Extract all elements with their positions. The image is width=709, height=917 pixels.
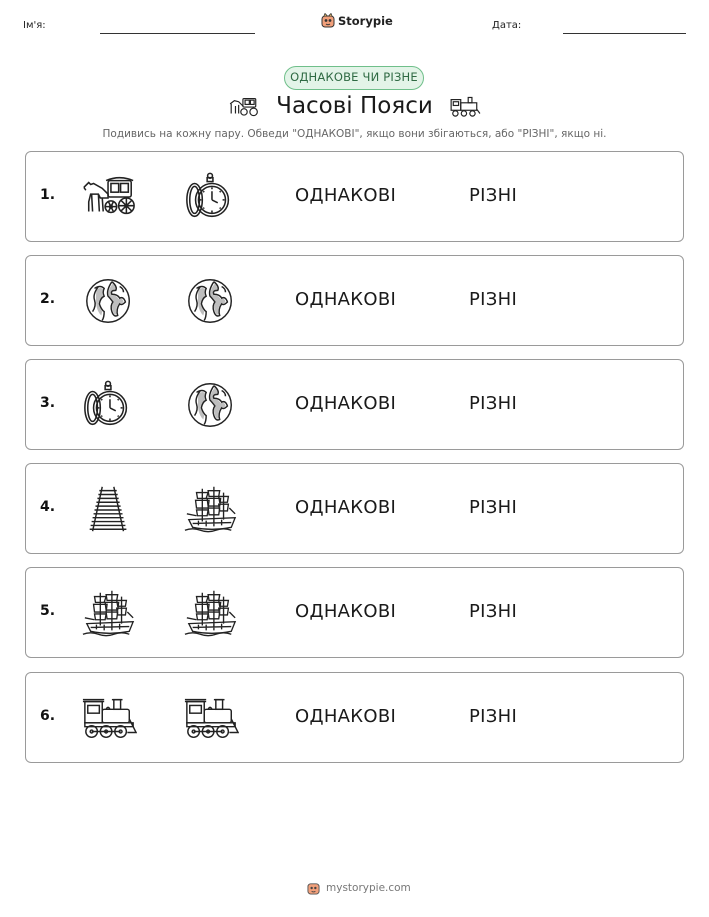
question-row bbox=[25, 463, 684, 554]
date-label: Дата: bbox=[492, 20, 522, 31]
question-row bbox=[25, 151, 684, 242]
globe-icon bbox=[183, 380, 239, 430]
carriage-icon bbox=[228, 94, 260, 118]
globe-icon bbox=[183, 276, 239, 326]
option-different[interactable]: РІЗНІ bbox=[469, 497, 518, 518]
date-line[interactable] bbox=[563, 33, 686, 34]
pocket-watch-icon bbox=[183, 172, 239, 222]
question-number: 3. bbox=[40, 395, 56, 411]
option-same[interactable]: ОДНАКОВІ bbox=[295, 497, 397, 518]
instruction-text: Подивись на кожну пару. Обведи "ОДНАКОВІ", якщо вони збігаються, або "РІЗНІ", якщо ні. bbox=[102, 128, 607, 140]
option-different[interactable]: РІЗНІ bbox=[469, 393, 518, 414]
storypie-logo-icon bbox=[321, 13, 335, 28]
sailing-ship-icon bbox=[81, 588, 137, 638]
train-icon bbox=[81, 693, 137, 743]
railroad-track-icon bbox=[81, 484, 137, 534]
pocket-watch-icon bbox=[183, 172, 239, 222]
globe-icon bbox=[183, 276, 239, 326]
question-number: 2. bbox=[40, 291, 56, 307]
option-different[interactable]: РІЗНІ bbox=[469, 601, 518, 622]
option-same[interactable]: ОДНАКОВІ bbox=[295, 289, 397, 310]
train-icon bbox=[183, 693, 239, 743]
carriage-icon bbox=[228, 94, 260, 118]
globe-icon bbox=[81, 276, 137, 326]
footer-url[interactable]: mystorypie.com bbox=[326, 882, 411, 894]
question-number: 5. bbox=[40, 603, 56, 619]
question-number: 4. bbox=[40, 499, 56, 515]
option-different[interactable]: РІЗНІ bbox=[469, 185, 518, 206]
sailing-ship-icon bbox=[183, 484, 239, 534]
footer bbox=[307, 881, 411, 895]
question-row bbox=[25, 567, 684, 658]
option-same[interactable]: ОДНАКОВІ bbox=[295, 393, 397, 414]
train-icon bbox=[183, 693, 239, 743]
sailing-ship-icon bbox=[183, 588, 239, 638]
option-different[interactable]: РІЗНІ bbox=[469, 706, 518, 727]
sailing-ship-icon bbox=[183, 484, 239, 534]
pocket-watch-icon bbox=[81, 380, 137, 430]
pocket-watch-icon bbox=[81, 380, 137, 430]
option-same[interactable]: ОДНАКОВІ bbox=[295, 185, 397, 206]
carriage-icon bbox=[81, 172, 137, 222]
worksheet-type-badge: ОДНАКОВЕ ЧИ РІЗНЕ bbox=[284, 66, 424, 90]
page-title: Часові Пояси bbox=[276, 93, 433, 119]
globe-icon bbox=[81, 276, 137, 326]
option-different[interactable]: РІЗНІ bbox=[469, 289, 518, 310]
sailing-ship-icon bbox=[183, 588, 239, 638]
globe-icon bbox=[183, 380, 239, 430]
train-icon bbox=[449, 94, 481, 118]
option-same[interactable]: ОДНАКОВІ bbox=[295, 601, 397, 622]
name-line[interactable] bbox=[100, 33, 255, 34]
storypie-logo bbox=[321, 13, 393, 28]
option-same[interactable]: ОДНАКОВІ bbox=[295, 706, 397, 727]
train-icon bbox=[449, 94, 481, 118]
question-number: 1. bbox=[40, 187, 56, 203]
railroad-track-icon bbox=[81, 484, 137, 534]
carriage-icon bbox=[81, 172, 137, 222]
question-number: 6. bbox=[40, 708, 56, 724]
sailing-ship-icon bbox=[81, 588, 137, 638]
brand-name: Storypie bbox=[338, 13, 393, 28]
train-icon bbox=[81, 693, 137, 743]
name-label: Ім'я: bbox=[23, 20, 46, 31]
question-row bbox=[25, 672, 684, 763]
question-row bbox=[25, 255, 684, 346]
question-row bbox=[25, 359, 684, 450]
storypie-logo-icon bbox=[307, 881, 320, 895]
